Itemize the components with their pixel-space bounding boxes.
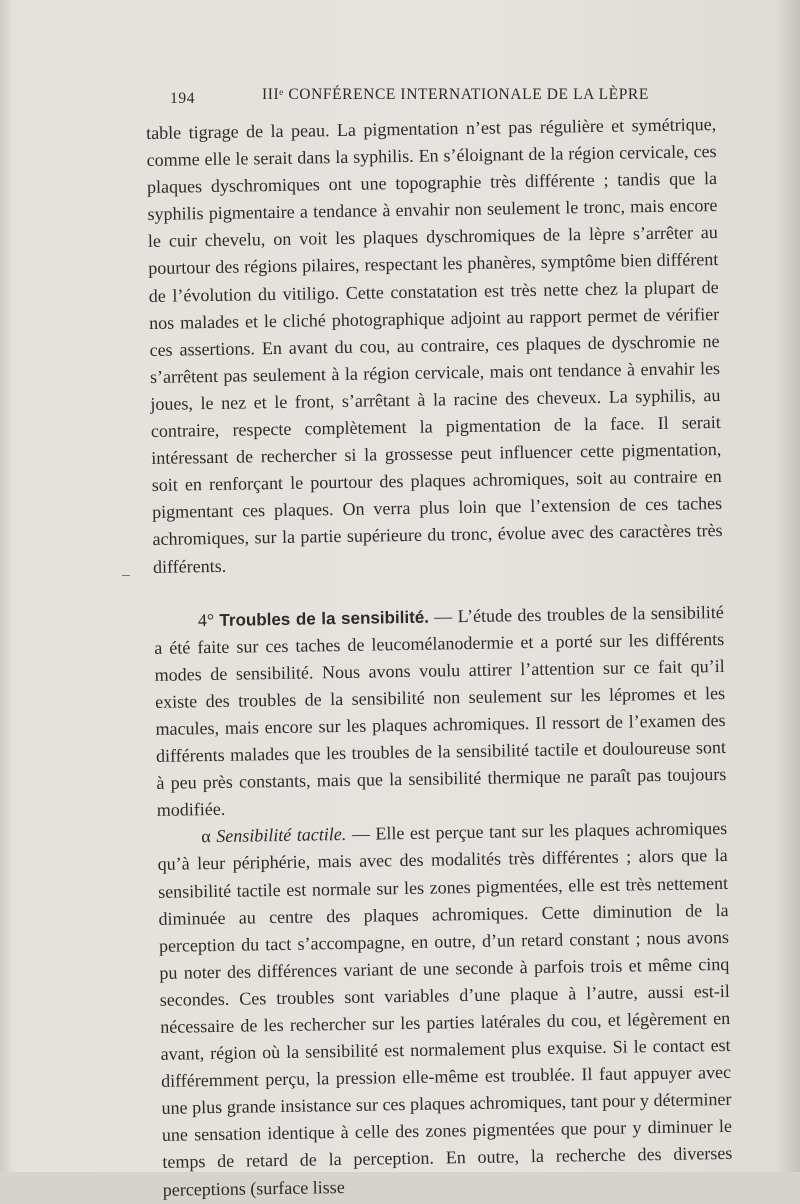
section-text: — L’étude des troubles de la sensibilité a été faite sur ces taches de leucomélanodermie et a porté sur les différents modes de sensibilité. Nous avons voulu attirer l’attention sur ce fait qu’il existe des troubles de la sensibilité non seulement sur les lépromes et les macules, mais encore sur les plaques achromiques. Il ressort de l’examen des différents malades que les troubles de la sensibilité tactile et douloureuse sont à peu près constants, mais que la sensibilité thermique ne paraît pas toujours modifiée. [154, 601, 727, 821]
section-number: 4° [197, 609, 215, 630]
page-header [170, 86, 690, 110]
running-title: IIIᵉ CONFÉRENCE INTERNATIONALE DE LA LÈPRE [262, 86, 649, 103]
paragraph-pigmentation: table tigrage de la peau. La pigmentation n’est pas régulière et symétrique, comme elle le serait dans la syphilis. En s’éloignant de la région cervicale, ces plaques dyschromiques ont une topographie très différente ; tandis que la syphilis pigmentaire a tendance à envahir non seulement le tronc, mais encore le cuir chevelu, on voit les plaques dyschromiques de la lèpre s’arrêter au pourtour des régions pilaires, respectant les phanères, symptôme bien différent de l’évolution du vitiligo. Cette constatation est très nette chez la plupart de nos malades et le cliché photographique adjoint au rapport permet de vérifier ces assertions. En avant du cou, au contraire, ces plaques de dyschromie ne s’arrêtent pas seulement à la région cervicale, mais ont tendance à envahir les joues, le nez et le front, s’arrêtant à la racine des cheveux. La syphilis, au contraire, respecte complètement la pigmentation de la face. Il serait intéressant de rechercher si la grossesse peut influencer cette pigmentation, soit en renforçant le pourtour des plaques achromiques, soit au contraire en pigmentant ces plaques. On verra plus loin que l’extension de ces taches achromiques, sur la partie supérieure du tronc, évolue avec des caractères très différents. [146, 114, 723, 577]
subsection-marker: α [201, 826, 211, 847]
paragraph-sensibility [154, 599, 727, 825]
margin-dash [122, 575, 130, 576]
subsection-text: — Elle est perçue tant sur les plaques achromiques qu’à leur périphérie, mais avec des modalités très différentes ; alors que la sensibilité tactile est normale sur les zones pigmentées, elle est très nettement diminuée au centre des plaques achromiques. Cette diminution de la perception du tact s’accompagne, en outre, d’un retard constant ; nous avons pu noter des différences variant de une seconde à parfois trois et même cinq secondes. Ces troubles sont variables d’une plaque à l’autre, aussi est-il nécessaire de les rechercher sur les parties latérales du cou, et légèrement en avant, région où la sensibilité est normalement plus exquise. Si le contact est différemment perçu, la pression elle-même est troublée. Il faut appuyer avec une plus grande insistance sur ces plaques achromiques, tant pour y déterminer une sensation identique à celle des zones pigmentées que pour y diminuer le temps de retard de la perception. En outre, la recherche des diverses perceptions (surface lisse [157, 818, 733, 1200]
page-edge-shadow [776, 0, 800, 1172]
section-heading: Troubles de la sensibilité. [219, 607, 430, 630]
subsection-heading: Sensibilité tactile. [216, 824, 347, 847]
body-text [146, 111, 733, 1203]
page-number: 194 [170, 90, 196, 107]
paragraph-tactile [157, 815, 733, 1203]
